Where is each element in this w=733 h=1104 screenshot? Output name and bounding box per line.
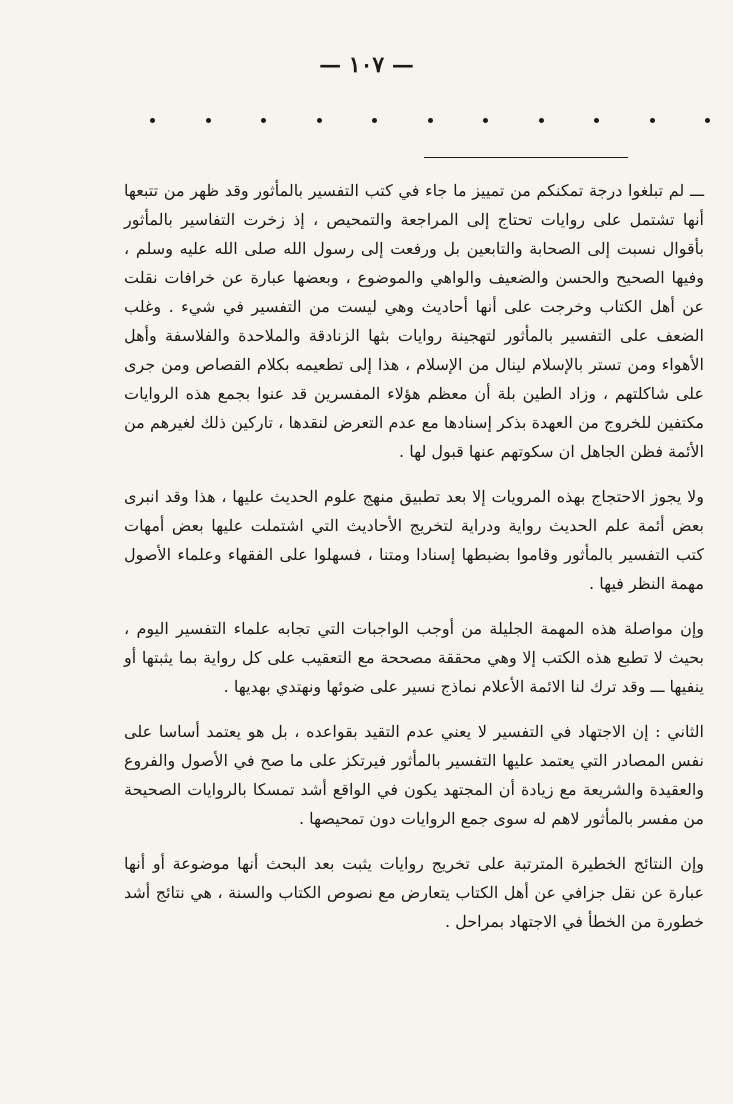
page-number: — ١٠٧ — (319, 52, 414, 78)
ornament-dot (483, 118, 488, 123)
ornament-dot (650, 118, 655, 123)
ornament-dot (594, 118, 599, 123)
ornament-dot (705, 118, 710, 123)
ornament-dot (539, 118, 544, 123)
section-rule (424, 157, 628, 158)
ornament-dot (150, 118, 155, 123)
paragraph-2: ولا يجوز الاحتجاج بهذه المرويات إلا بعد تطبيق منهج علوم الحديث عليها ، هذا وقد انبرى بعض أئمة علم الحديث رواية ودراية لتخريج الأحاديث التي اشتملت عليها بعض أمهات كتب التفسير بالمأثور وقاموا بضبطها إسنادا ومتنا ، فسهلوا على الفقهاء وعلماء الأصول مهمة النظر فيها . (124, 487, 704, 593)
body-text (124, 176, 704, 936)
ornamental-dots-divider (150, 112, 710, 128)
ornament-dot (372, 118, 377, 123)
paragraph-3: وإن مواصلة هذه المهمة الجليلة من أوجب الواجبات التي تجابه علماء التفسير اليوم ، بحيث لا تطبع هذه الكتب إلا وهي محققة مصححة مع التعقيب على كل رواية بما يثبتها أو ينفيها ـــ وقد ترك لنا الائمة الأعلام نماذج نسير على ضوئها ونهتدي بهديها . (124, 619, 704, 696)
ornament-dot (317, 118, 322, 123)
ornament-dot (261, 118, 266, 123)
paragraph-4: الثاني : إن الاجتهاد في التفسير لا يعني عدم التقيد بقواعده ، بل هو يعتمد أساسا على نفس المصادر التي يعتمد عليها التفسير بالمأثور فيرتكز على ما صح في الأصول والفروع والعقيدة والشريعة مع زيادة أن المجتهد يكون في الواقع أشد تمسكا بالروايات الصحيحة من مفسر بالمأثور لاهم له سوى جمع الروايات دون تمحيصها . (124, 722, 704, 828)
paragraph-5: وإن النتائج الخطيرة المترتبة على تخريج روايات يثبت بعد البحث أنها موضوعة أو أنها عبارة عن نقل جزافي عن أهل الكتاب يتعارض مع نصوص الكتاب والسنة ، هي نتائج أشد خطورة من الخطأ في الاجتهاد بمراحل . (124, 854, 704, 931)
paragraph-1: ـــ لم تبلغوا درجة تمكنكم من تمييز ما جاء في كتب التفسير بالمأثور وقد ظهر من تتبعها أنها تشتمل على روايات تحتاج إلى المراجعة والتمحيص ، إذ زخرت التفاسير بالمأثور بأقوال نسبت إلى الصحابة والتابعين بل ورفعت إلى رسول الله صلى الله عليه وسلم ، وفيها الصحيح والحسن والضعيف والواهي والموضوع ، وبعضها عبارة عن خرافات نقلت عن أهل الكتاب وخرجت على أنها أحاديث وهي ليست من التفسير في شيء . وغلب الضعف على التفسير بالمأثور لتهجينة روايات بثها الزنادقة والملاحدة والفلاسفة وأهل الأهواء ومن تستر بالإسلام لينال من الإسلام ، هذا إلى تطعيمه بكلام القصاص ومن جرى على شاكلتهم ، وزاد الطين بلة أن معظم هؤلاء المفسرين قد عنوا بجمع هذه الروايات مكتفين للخروج من العهدة بذكر إسنادها مع عدم التعرض لنقدها ، تاركين ذلك لغيرهم من الأئمة فظن الجاهل ان سكوتهم عنها قبول لها . (124, 181, 705, 461)
ornament-dot (206, 118, 211, 123)
ornament-dot (428, 118, 433, 123)
